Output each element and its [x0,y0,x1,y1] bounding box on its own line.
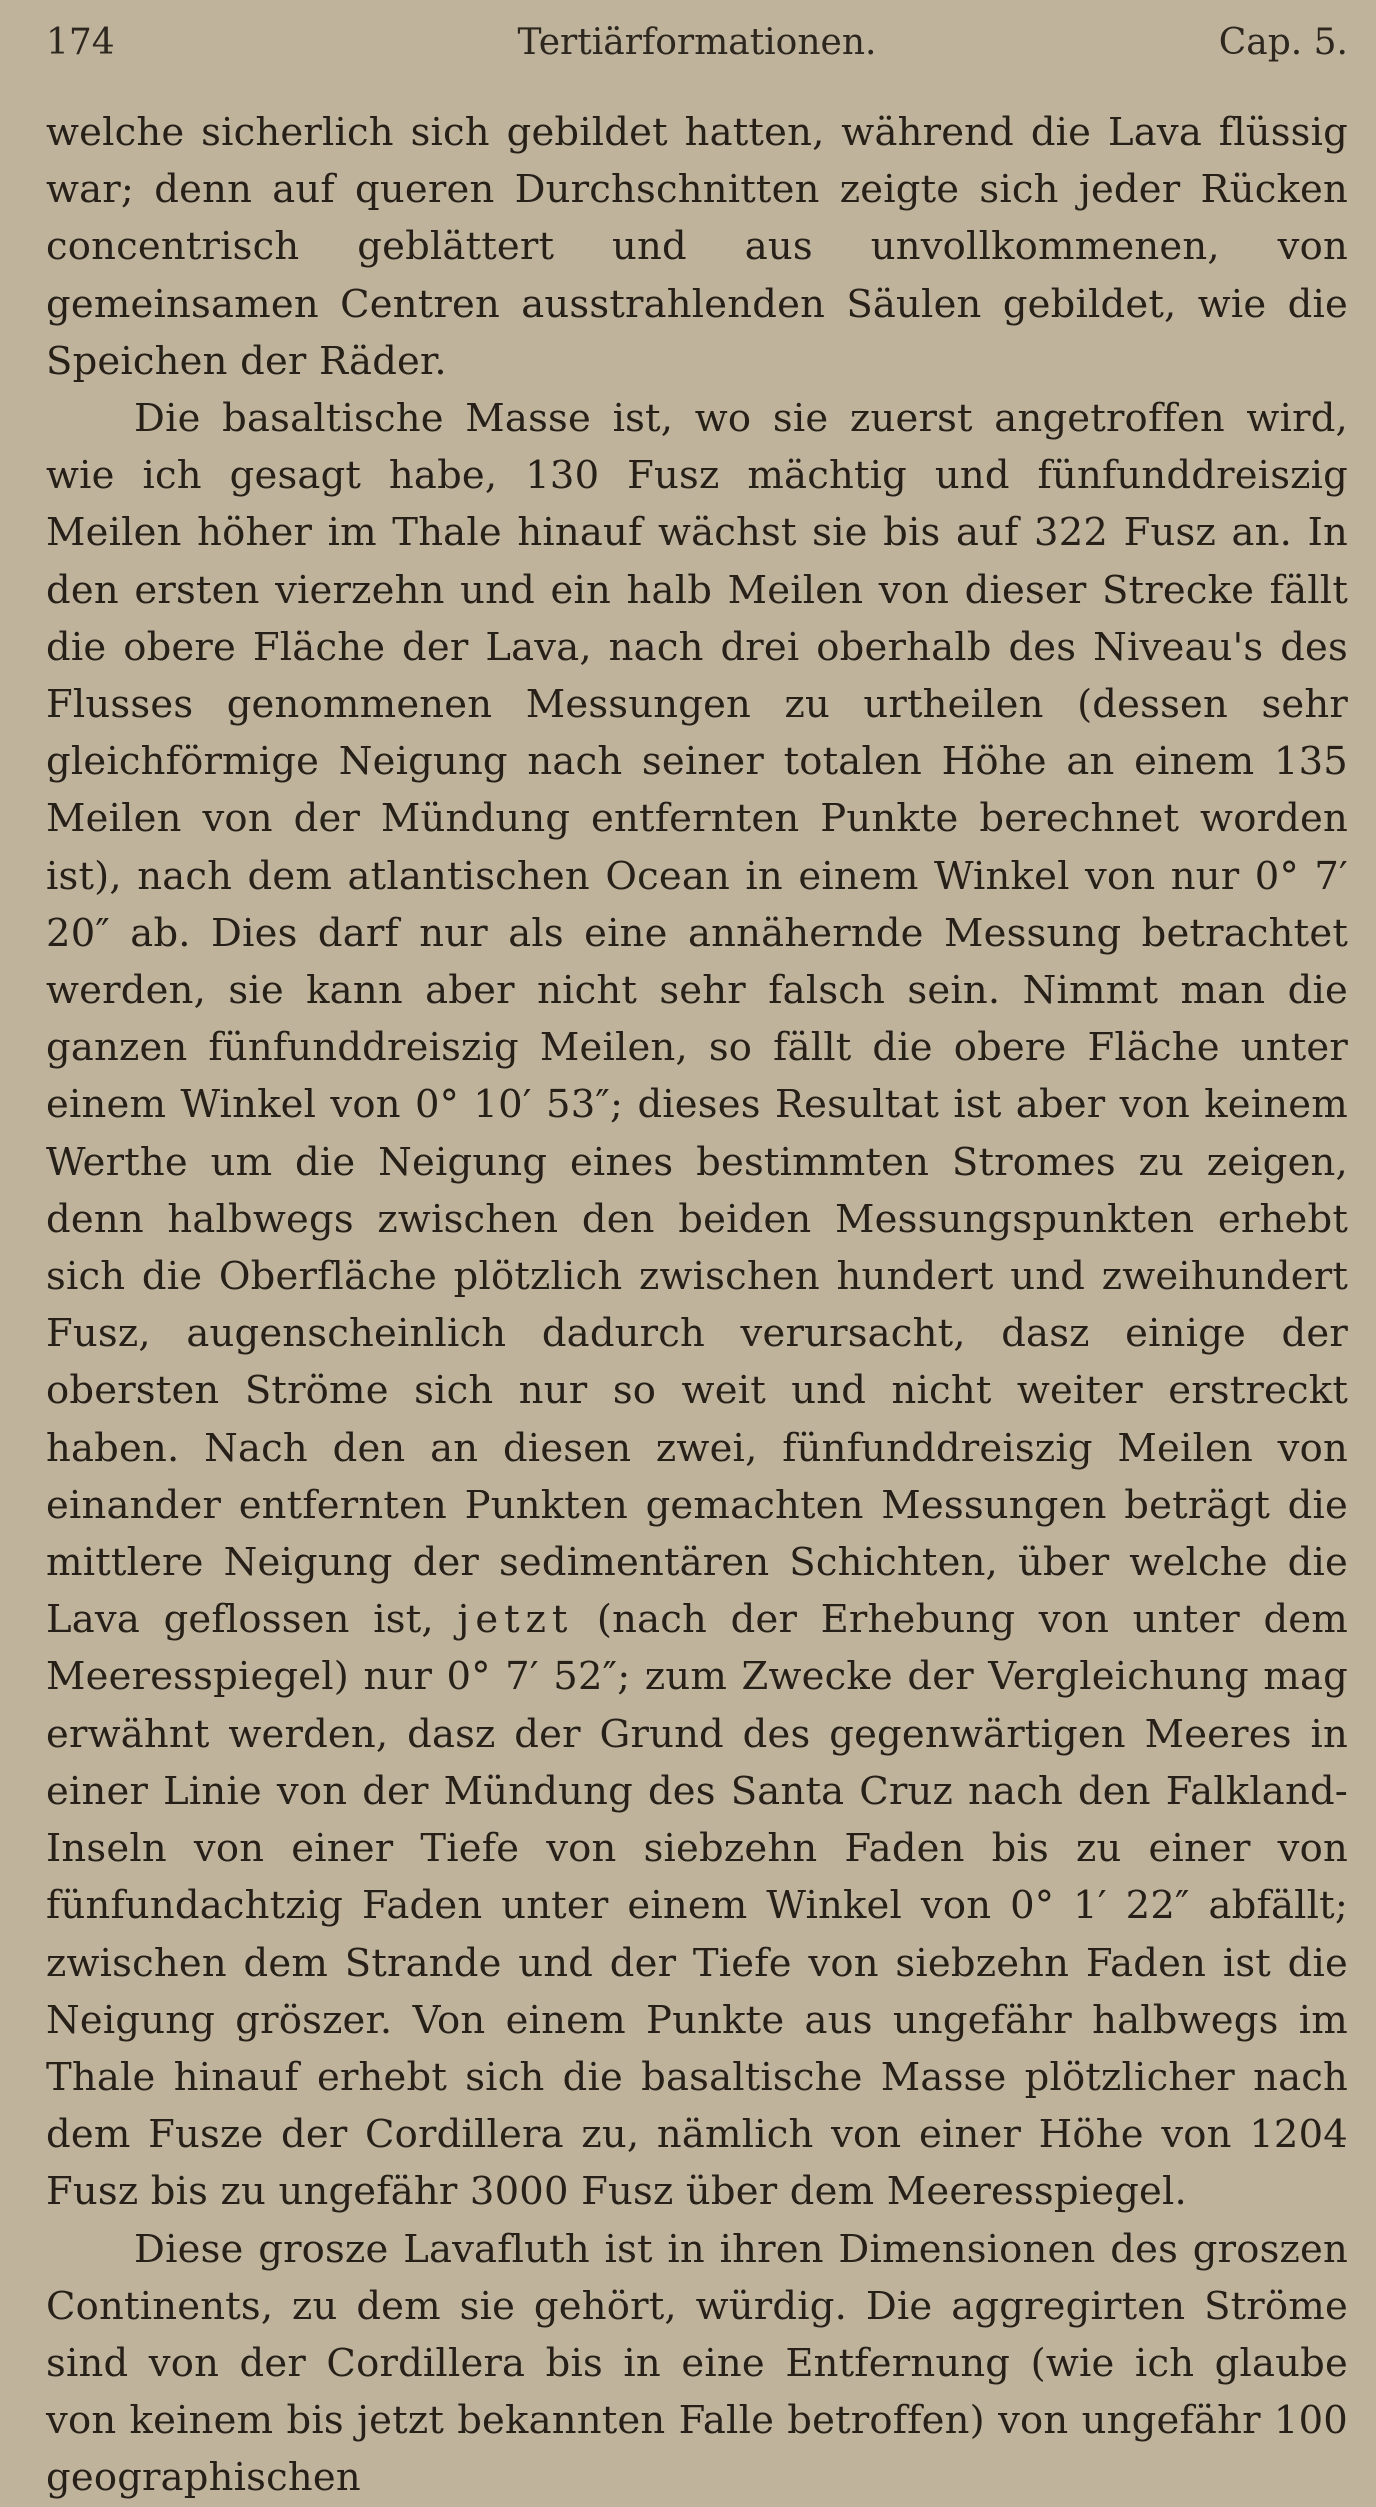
paragraph-lava-flood: Diese grosze Lavafluth ist in ihren Dimensionen des groszen Continents, zu dem sie gehört, würdig. Die aggregirten Ströme sind von der Cordillera bis in eine Entfernung (wie ich glaube von keinem bis jetzt bekannten Falle betroffen) von ungefähr 100 geographischen [46,2226,1348,2501]
paragraph-text-part: (nach der Erhebung von unter dem Meeresspiegel) nur 0° 7′ 52″; zum Zwecke der Vergleichung mag erwähnt werden, dasz der Grund des gegenwärtigen Meeres in einer Linie von der Mündung des Santa Cruz nach den Falkland-Inseln von einer Tiefe von siebzehn Faden bis zu einer von fünfundachtzig Faden unter einem Winkel von 0° 1′ 22″ abfällt; zwischen dem Strande und der Tiefe von siebzehn Faden ist die Neigung gröszer. Von einem Punkte aus ungefähr halbwegs im Thale hinauf erhebt sich die basaltische Masse plötzlicher nach dem Fusze der Cordillera zu, nämlich von einer Höhe von 1204 Fusz bis zu ungefähr 3000 Fusz über dem Meeresspiegel. [46,1597,1348,2215]
running-title: Tertiärformationen. [517,22,877,63]
page-header [46,22,1348,70]
page-number: 174 [46,22,115,63]
body-text [46,104,1348,2507]
chapter-label: Cap. 5. [1218,22,1348,63]
paragraph-text-part: Die basaltische Masse ist, wo sie zuerst angetroffen wird, wie ich gesagt habe, 130 Fusz mächtig und fünfunddreiszig Meilen höher im Thale hinauf wächst sie bis auf 322 Fusz an. In den ersten vierzehn und ein halb Meilen von dieser Strecke fällt die obere Fläche der Lava, nach drei oberhalb des Niveau's des Flusses genommenen Messungen zu urtheilen (dessen sehr gleichförmige Neigung nach seiner totalen Höhe an einem 135 Meilen von der Mündung entfernten Punkte berechnet worden ist), nach dem atlantischen Ocean in einem Winkel von nur 0° 7′ 20″ ab. Dies darf nur als eine annähernde Messung betrachtet werden, sie kann aber nicht sehr falsch sein. Nimmt man die ganzen fünfunddreiszig Meilen, so fällt die obere Fläche unter einem Winkel von 0° 10′ 53″; dieses Resultat ist aber von keinem Werthe um die Neigung eines bestimmten Stromes zu zeigen, denn halbwegs zwischen den beiden Messungspunkten erhebt sich die Oberfläche plötzlich zwischen hundert und zweihundert Fusz, augenscheinlich dadurch verursacht, dasz einige der obersten Ströme sich nur so weit und nicht weiter erstreckt haben. Nach den an diesen zwei, fünfunddreiszig Meilen von einander entfernten Punkten gemachten Messungen beträgt die mittlere Neigung der sedimentären Schichten, über welche die Lava geflossen ist, [46,396,1348,1643]
emphasis-word: jetzt [457,1597,574,1643]
paragraph-continuation: welche sicherlich sich gebildet hatten, während die Lava flüssig war; denn auf queren Durchschnitten zeigte sich jeder Rücken concentrisch geblättert und aus unvollkommenen, von gemeinsamen Centren ausstrahlenden Säulen gebildet, wie die Speichen der Räder. [46,110,1348,384]
paragraph-basalt-mass [46,390,1348,2221]
